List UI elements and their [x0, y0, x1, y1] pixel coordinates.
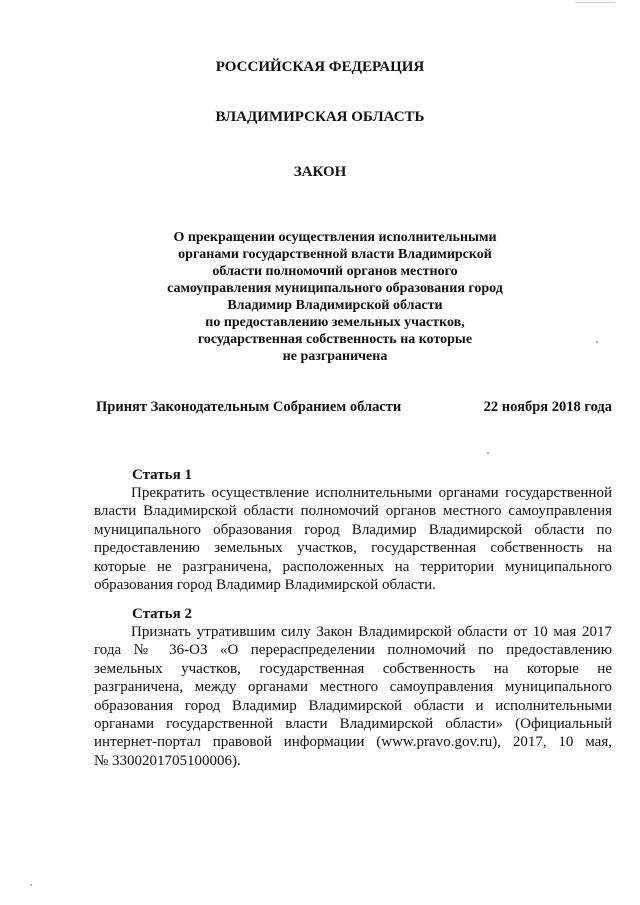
text-line: муниципального образования город Владимир Владимирской области по: [94, 521, 612, 538]
text-line: № 3300201705100006).: [94, 752, 241, 769]
text-line: органами государственной власти Владимирской области» (Официальный: [94, 715, 612, 732]
scan-speck: [596, 341, 598, 343]
scan-edge-mark: [575, 2, 615, 3]
law-title-line: по предоставлению земельных участков,: [205, 315, 465, 330]
scan-speck: [487, 452, 489, 454]
article-2-heading: Статья 2: [132, 606, 192, 622]
law-title-line: Владимир Владимирской области: [227, 298, 443, 313]
law-title-line: государственная собственность на которые: [197, 332, 473, 347]
adopted-by: Принят Законодательным Собранием области: [96, 399, 402, 415]
text-line: земельных участков, государственная собственность на которые не: [94, 660, 612, 677]
law-title: [120, 229, 550, 365]
text-line: Прекратить осуществление исполнительными органами государственной: [131, 485, 612, 501]
law-title-line: органами государственной власти Владимирской: [178, 247, 492, 262]
article-1-text: [94, 484, 612, 594]
article-2-text: [94, 623, 612, 770]
text-line: предоставлению земельных участков, государственная собственность на: [94, 540, 612, 557]
text-line: года № 36-ОЗ «О перераспределении полномочий по предоставлению: [94, 642, 612, 659]
adoption-date: 22 ноября 2018 года: [483, 399, 612, 415]
document-type-heading: ЗАКОН: [293, 164, 347, 180]
country-heading: РОССИЙСКАЯ ФЕДЕРАЦИЯ: [215, 59, 425, 75]
law-title-line: самоуправления муниципального образования город: [167, 281, 503, 296]
text-line: Признать утратившим силу Закон Владимирской области от 10 мая 2017: [131, 624, 612, 640]
law-title-line: не разграничена: [282, 349, 388, 364]
text-line: образования город Владимир Владимирской области.: [94, 576, 436, 593]
scan-speck: [30, 884, 32, 886]
text-line: образования город Владимир Владимирской области и исполнительными: [94, 697, 612, 714]
text-line: разграничена, между органами местного самоуправления муниципального: [94, 679, 612, 696]
law-title-line: О прекращении осуществления исполнительными: [173, 230, 497, 245]
text-line: власти Владимирской области полномочий органов местного самоуправления: [94, 503, 612, 520]
law-title-line: области полномочий органов местного: [212, 264, 458, 279]
text-line: интернет-портал правовой информации (www.pravo.gov.ru), 2017, 10 мая,: [94, 734, 612, 751]
article-1-heading: Статья 1: [132, 467, 192, 483]
text-line: которые не разграничена, расположенных на территории муниципального: [94, 558, 612, 575]
region-heading: ВЛАДИМИРСКАЯ ОБЛАСТЬ: [215, 109, 425, 125]
